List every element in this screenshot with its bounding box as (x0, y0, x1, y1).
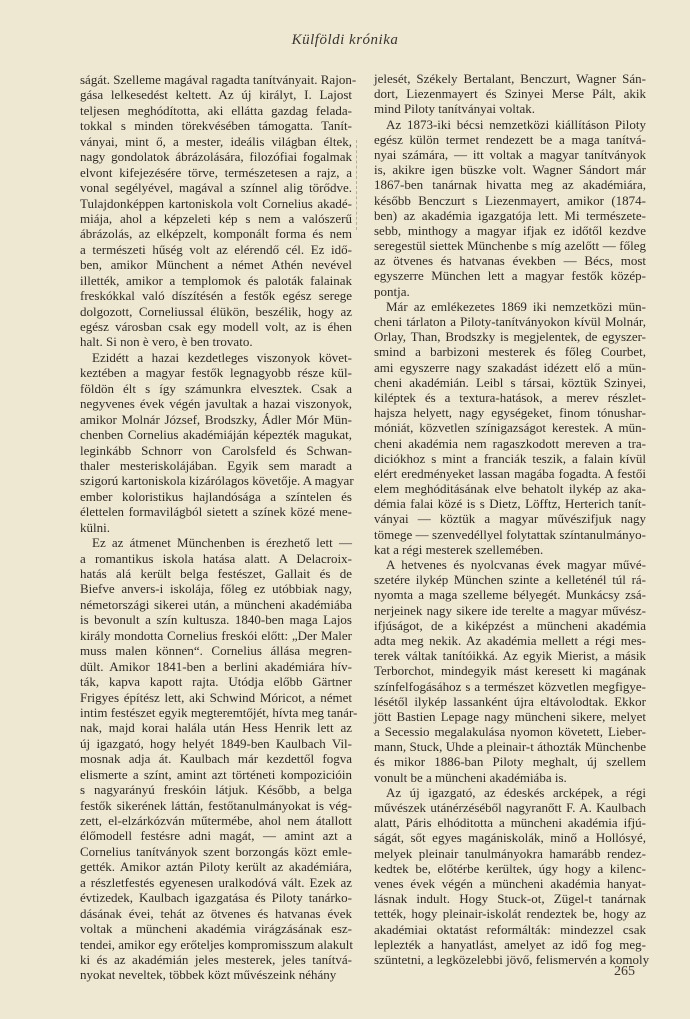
text-line: lésétől ilykép lassanként újra eltávolodtak. Ekkor (374, 693, 646, 709)
text-line: tömege — szenvedéllyel folytattak színtanulmányo- (374, 526, 646, 542)
text-line: az ötvenes és hatvanas években — Bécs, most (374, 253, 646, 269)
text-line: sebb, minthogy a magyar ifjak ez időtől kezdve (374, 222, 646, 238)
text-line: később Benczurt s Liezenmayert, amikor (1874- (374, 192, 646, 208)
text-line: vonal segélyével, magával a színnel alig törődve. (80, 180, 352, 196)
text-line: akadémiai oktatást reformálták: mindezzel csak (374, 921, 646, 937)
text-line: móniát, közvetlen színigazságot kerestek. A mün- (374, 420, 646, 436)
paragraph (374, 117, 646, 299)
text-line: ványai, mint ő, a mester, ideális világban éltek, (80, 133, 352, 149)
text-line: nak, majd korai halála után Hess Henrik lett az (80, 720, 352, 736)
text-line: nyomta a maga szelleme bélyegét. Munkácsy zsá- (374, 587, 646, 603)
text-line: ki és az akadémián jeles mesterek, jeles tanítvá- (80, 951, 352, 967)
text-line: is bevonult a szín kultusza. 1840-ben maga Lajos (80, 612, 352, 628)
text-line: venes évek végén a müncheni akadémia hanyat- (374, 875, 646, 891)
text-line: a romantikus iskola hatása alatt. A Delacroix- (80, 550, 352, 566)
text-line: s nagyarányú freskóin látjuk. Később, a belga (80, 782, 352, 798)
paragraph (374, 784, 650, 967)
text-line: Ez az átmenet Münchenben is érezhető lett — (92, 535, 352, 551)
text-line: intim festészet egyik megteremtőjét, hívta meg tanár- (80, 704, 358, 720)
text-line: évtizedek, Kaulbach igazgatása és Piloty tanárko- (80, 890, 352, 906)
text-line: cheni akadémián. Leibl s társai, köztük Szinyei, (374, 374, 646, 390)
text-line: cheni tárlaton a Piloty-tanítványokon kívül Molnár, (374, 314, 646, 329)
text-line: nyokat neveltek, többek közt művészeink néhány (80, 967, 337, 983)
text-line: chenben Cornelius akadémiáján képezték magukat, (80, 427, 352, 443)
text-line: a részletfestés egyenesen uralkodóvá vált. Ezek az (80, 874, 352, 890)
text-line: ben, amikor Münchent a német Athén nevével (80, 257, 352, 273)
text-line: ták, kapva kapott rajta. Utódja előbb Gärtner (80, 674, 352, 690)
text-line: is, akikre igen büszke volt. Wagner Sándort már (374, 162, 646, 178)
text-line: terek váltak tanítóikká. Az egyik Mierist, a másik (374, 648, 646, 664)
text-line: hatás alá került belga festészet, Gallait és de (80, 566, 352, 581)
text-line: diciókhoz s mint a franciák teszik, a falain kívül (374, 450, 646, 466)
text-line: jött Bastien Lepage nagy müncheni sikere, melyet (374, 708, 646, 724)
text-line: ságát, sőt egyes magániskolák, minő a Hollósyé, (374, 830, 646, 846)
text-line: negyvenes évek végén javultak a hazai viszonyok, (80, 396, 352, 412)
text-line: nagy gondolatok ábrázolására, filozófiai fogalmak (80, 149, 352, 165)
text-line: leplezték a hanyatlást, amelyet az idő fog meg- (374, 936, 646, 952)
text-line: egész városban csak egy modell volt, az is éhen (80, 319, 352, 334)
text-line: Terborchot, mindegyik mást keresett ki magának (374, 663, 646, 679)
text-line: tették, hogy pleinair-iskolát rendeztek be, hogy az (374, 906, 646, 922)
text-line: halt. Si non è vero, è ben trovato. (80, 334, 253, 350)
text-line: zett, el-elzárkózván műtermébe, ahol nem átallott (80, 813, 352, 828)
text-line: Az új igazgató, az édeskés arcképek, a régi (386, 784, 646, 800)
text-line: elismerte a színt, amint azt történeti kompozicióin (80, 766, 352, 782)
text-line: Tulajdonképpen kartoniskola volt Cornelius akadé- (80, 195, 352, 211)
text-line: keztében a magyar festők legnagyobb része kül- (80, 365, 352, 381)
text-line: adta meg nekik. Az akadémia mellett a régi mes- (374, 632, 646, 648)
text-line: tokkal s minden törekvésében támogatta. Tanít- (80, 118, 352, 134)
text-line: elért eredményeket lassan magába fogadta. A festői (374, 465, 646, 481)
paragraph (80, 535, 358, 983)
text-line: dolgozott, Corneliussal élükön, beszélik, hogy az (80, 303, 352, 319)
text-line: jelesét, Székely Bertalant, Benczurt, Wagner Sán- (374, 71, 646, 86)
text-line: cheni akadémia nem ragaszkodott mereven a tra- (374, 435, 646, 451)
text-line: ben) az akadémia igazgatója lett. Mi természete- (374, 207, 646, 223)
text-line: Orlay, Than, Brodszky is megjelentek, de egyszer- (374, 329, 646, 345)
text-line: egyszerre München lett a magyar festők közép- (374, 268, 646, 284)
paragraph (80, 72, 357, 350)
text-line: melyek pleinair tanulmányokra hamarább rendez- (374, 845, 646, 861)
right-column (374, 71, 650, 967)
text-line: ifjúságot, de a kiképzést a müncheni akadémia (374, 617, 646, 633)
text-line: és mikor 1886-ban Piloty meghalt, új szellem (374, 754, 646, 770)
text-line: Az 1873-iki bécsi nemzetközi kiállításon Piloty (386, 116, 646, 132)
text-line: élőmodell festésre adni magát, — amint azt a (80, 828, 352, 844)
text-line: új igazgató, hogy helyét 1849-ben Kaulbach Vil- (80, 735, 352, 751)
text-line: kat a régi mesterek szellemében. (374, 541, 544, 557)
text-line: németországi sikerei után, a müncheni akadémiába (80, 596, 352, 612)
text-line: A hetvenes és nyolcvanas évek magyar művé- (386, 557, 646, 572)
text-line: lásnak indult. Hogy Stuck-ot, Zügel-t tanárnak (374, 891, 646, 907)
left-column (80, 72, 358, 983)
text-line: kiléptek és a textura-hatások, a merev részlet- (374, 389, 646, 405)
text-line: dort, Liezenmayert és Szinyei Merse Pált, akik (374, 86, 646, 102)
text-line: elvont kifejezésére törve, természetesen a rajz, a (80, 164, 352, 180)
text-line: szetére ilykép München szinte a kelleténél túl rá- (374, 572, 646, 588)
text-line: alatt, Páris elhóditotta a müncheni akadémia ifjú- (374, 815, 646, 831)
text-line: gása lelkesedést keltett. Az új királyt, I. Lajost (80, 87, 352, 103)
text-line: a természeti hűség volt az elérendő cél. Ez idő- (80, 241, 352, 257)
running-header: Külföldi krónika (291, 32, 399, 48)
text-line: szigorú kartoniskola kizárólagos követője. A magyar (80, 473, 354, 489)
text-line: mosnak adja át. Kaulbach már kezdettől fogva (80, 751, 352, 767)
paragraph (374, 557, 646, 785)
text-line: király mondotta Cornelius freskói előtt: „Der Maler (80, 627, 352, 643)
paragraph (374, 299, 646, 557)
text-line: ságát. Szelleme magával ragadta tanítványait. Rajon- (80, 72, 357, 87)
text-line: hajsza helyett, nagy egységeket, finom tónushar- (374, 405, 646, 421)
text-line: Cornelius tanítványok szent borzongás közt emle- (80, 843, 352, 859)
text-line: miája, ahol a képzeleti kép s nem a valószerű (80, 210, 352, 226)
text-line: nerjeinek nagy sikere ide terelte a magyar művész- (374, 602, 646, 618)
text-line: vonult be a müncheni akadémiába is. (374, 769, 567, 785)
text-line: muss malen können“. Cornelius állása megren- (80, 643, 352, 659)
text-line: ábrázolás, az elképzelt, komponált forma és nem (80, 226, 352, 242)
text-line: mann, Stuck, Uhde a pleinair-t áthozták Münchenbe (374, 739, 646, 755)
text-line: smind a barbizoni mesterek és főleg Courbet, (374, 344, 646, 360)
text-line: tendei, amikor egy erőteljes kompromisszum alakult (80, 936, 353, 952)
text-line: freskókkal való díszítésén a festők egész serege (80, 288, 352, 304)
text-line: leginkább Schnorr von Carolsfeld és Schwan- (80, 442, 352, 458)
text-line: teljesen meghódította, aki ellátta gazdag felada- (80, 102, 352, 118)
text-line: külni. (80, 519, 110, 535)
text-line: nyai számára, — itt voltak a magyar tanítványok (374, 146, 646, 162)
text-line: mind Piloty tanítványai voltak. (374, 101, 536, 117)
text-line: amikor Molnár József, Brodszky, Ádler Mór Mün- (80, 411, 352, 427)
text-line: a Secessio megalakulása nyomon követett, Lieber- (374, 724, 646, 740)
text-line: ványai — köztük a magyar művészifjuk nagy (374, 511, 646, 527)
text-line: démia falai közé is s Dietz, Löfftz, Herterich tanít- (374, 496, 646, 512)
text-line: színfelfogásához s a természet közvetlen megfigye- (374, 678, 646, 694)
text-line: gették. Amikor aztán Piloty került az akadémiára, (80, 859, 352, 875)
text-line: 1867-ben tanárnak hivatta meg az akadémiára, (374, 177, 646, 193)
text-line: illették, amikor a templomok és paloták falainak (80, 272, 352, 288)
text-line: voltak a müncheni akadémia virágzásának esz- (80, 921, 352, 937)
text-line: szüntetni, a legközelebbi jövő, felismervén a komoly (374, 951, 650, 967)
paragraph (80, 350, 352, 535)
text-line: művészek utánérzéséből nagyranőtt F. A. Kaulbach (374, 800, 646, 815)
text-line: Biefve anvers-i iskolája, főleg ez utóbbiak nagy, (80, 581, 352, 597)
text-line: festők sikerének láttán, festőtanulmányokat is vég- (80, 797, 352, 813)
text-line: élettelen formavilágból sietett a színek közé mene- (80, 504, 352, 520)
text-line: Frigyes építész lett, aki Schwind Móricot, a német (80, 689, 352, 705)
text-line: elem meghóditásának elve behatolt ilykép az aka- (374, 481, 646, 497)
text-line: földön élt s így számunkra elvesztek. Csak a (80, 380, 352, 396)
binding-mark (356, 140, 361, 230)
text-line: egész külön termet rendezett be a maga tanítvá- (374, 131, 646, 147)
text-line: ember koloristikus hajlandósága a színtelen és (80, 488, 352, 504)
text-line: seregestül siettek Münchenbe s míg azelőtt — főleg (374, 238, 646, 254)
text-line: pontja. (374, 283, 410, 299)
text-line: Már az emlékezetes 1869 iki nemzetközi mün- (386, 298, 646, 314)
text-line: ami egyszerre nagy szakadást idézett elő a mün- (374, 359, 646, 375)
text-line: thaler mesteriskolájában. Egyik sem maradt a (80, 457, 352, 473)
text-line: dásának évei, tehát az ötvenes és hatvanas évek (80, 905, 352, 921)
paragraph (374, 71, 646, 117)
text-line: kedtek be, előtérbe kerültek, úgy hogy a kilenc- (374, 860, 646, 876)
text-line: dült. Amikor 1841-ben a berlini akadémiára hív- (80, 658, 352, 674)
text-line: Ezidétt a hazai kezdetleges viszonyok követ- (92, 349, 352, 365)
page-number: 265 (614, 964, 635, 979)
